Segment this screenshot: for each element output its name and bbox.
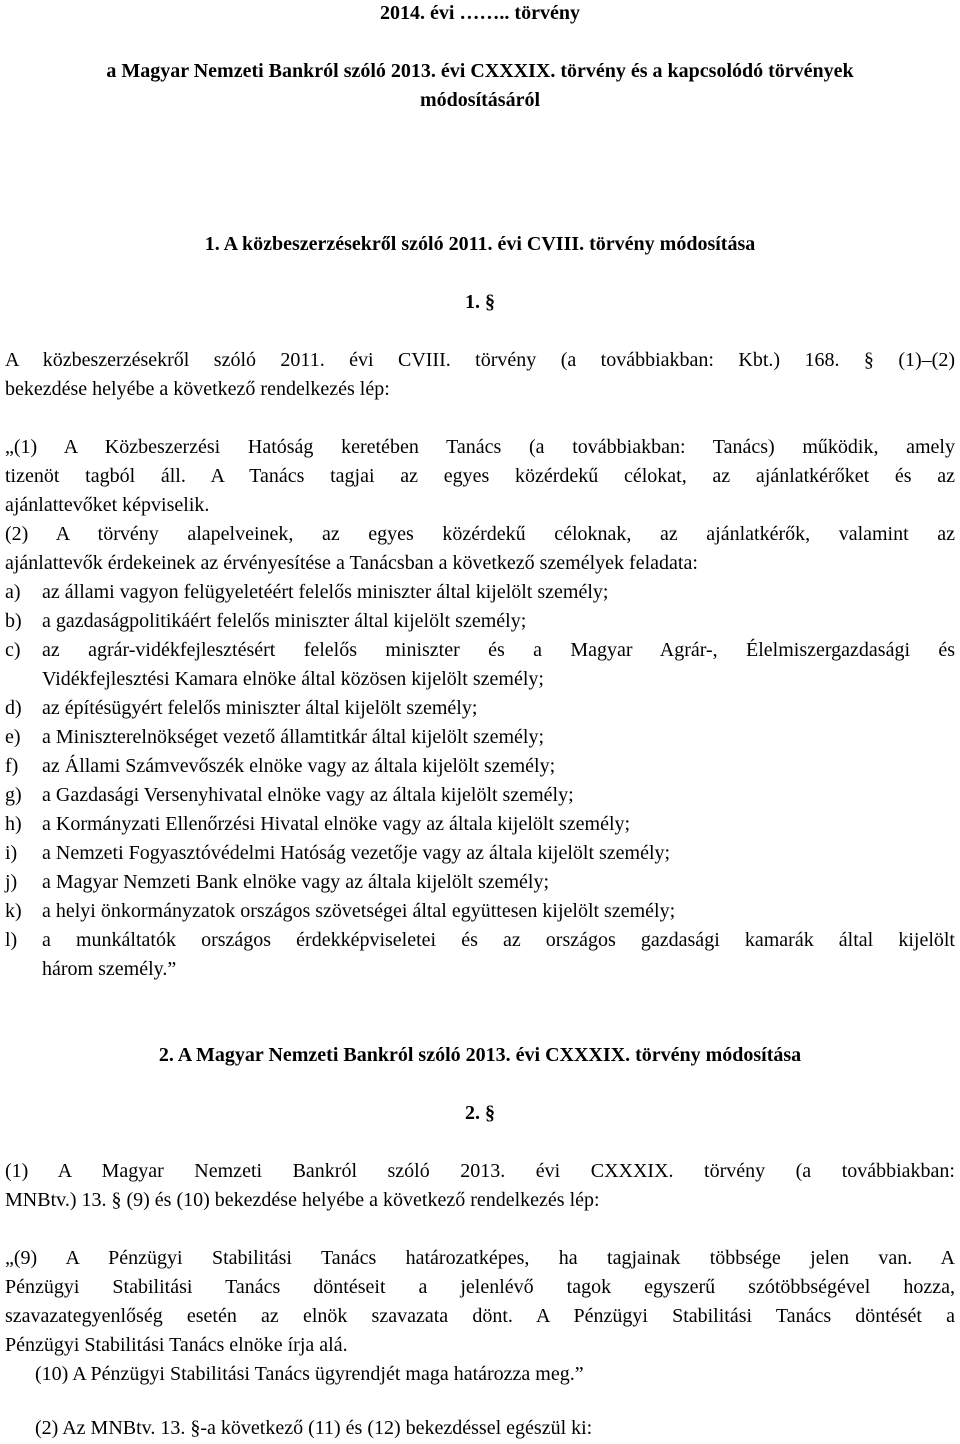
list-item-label: a) [5,581,21,603]
part2-intro-cont: MNBtv.) 13. § (9) és (10) bekezdése helyébe a következő rendelkezés lép: [5,1189,600,1211]
part1-heading: 1. A közbeszerzésekről szóló 2011. évi CVIII. törvény módosítása [204,233,756,255]
list-item-label: c) [5,639,21,661]
part1-intro: A közbeszerzésekről szóló 2011. évi CVIII. törvény (a továbbiakban: Kbt.) 168. § (1)–(2) [5,349,955,371]
list-item-label: g) [5,784,22,806]
list-item-label: e) [5,726,21,748]
list-item-text: a Miniszterelnökséget vezető államtitkár által kijelölt személy; [42,726,545,748]
list-item-label: h) [5,813,22,835]
part2-section-number: 2. § [465,1102,495,1124]
part1-paragraph-2: (2) A törvény alapelveinek, az egyes közérdekű céloknak, az ajánlatkérők, valamint az [5,523,955,545]
document-subtitle: a Magyar Nemzeti Bankról szóló 2013. évi CXXXIX. törvény és a kapcsolódó törvények [106,60,854,82]
list-item-label: k) [5,900,22,922]
list-item-label: j) [5,871,18,893]
part2-paragraph-9-cont: Pénzügyi Stabilitási Tanács döntéseit a jelenlévő tagok egyszerű szótöbbségével hozza, [5,1276,955,1298]
list-item-text: a Kormányzati Ellenőrzési Hivatal elnöke vagy az általa kijelölt személy; [42,813,631,835]
list-item-text: a Gazdasági Versenyhivatal elnöke vagy az általa kijelölt személy; [42,784,574,806]
part1-paragraph-1: „(1) A Közbeszerzési Hatóság keretében Tanács (a továbbiakban: Tanács) működik, amely [5,436,955,458]
part1-intro-cont: bekezdése helyébe a következő rendelkezés lép: [5,378,390,400]
part1-section-number: 1. § [465,291,495,313]
list-item-text: Vidékfejlesztési Kamara elnöke által közösen kijelölt személy; [42,668,544,690]
part2-paragraph-9: „(9) A Pénzügyi Stabilitási Tanács határozatképes, ha tagjainak többsége jelen van. A [5,1247,955,1269]
list-item-text: az építésügyért felelős miniszter által kijelölt személy; [42,697,478,719]
part2-paragraph-10: (10) A Pénzügyi Stabilitási Tanács ügyrendjét maga határozza meg.” [35,1363,584,1385]
list-item-label: d) [5,697,22,719]
part2-paragraph-9-end: Pénzügyi Stabilitási Tanács elnöke írja alá. [5,1334,348,1356]
part2-amendment-2: (2) Az MNBtv. 13. §-a következő (11) és (12) bekezdéssel egészül ki: [35,1417,593,1439]
list-item-text: az Állami Számvevőszék elnöke vagy az általa kijelölt személy; [42,755,556,777]
part1-paragraph-2-cont: ajánlattevők érdekeinek az érvényesítése a Tanácsban a következő személyek feladata: [5,552,698,574]
list-item-label: l) [5,929,18,951]
list-item-text: a Nemzeti Fogyasztóvédelmi Hatóság vezetője vagy az általa kijelölt személy; [42,842,671,864]
part2-heading: 2. A Magyar Nemzeti Bankról szóló 2013. évi CXXXIX. törvény módosítása [158,1044,802,1066]
list-item-text: az állami vagyon felügyeletéért felelős miniszter által kijelölt személy; [42,581,609,603]
list-item-text: a Magyar Nemzeti Bank elnöke vagy az általa kijelölt személy; [42,871,550,893]
part1-paragraph-1-end: ajánlattevőket képviselik. [5,494,210,516]
list-item-text: a gazdaságpolitikáért felelős miniszter által kijelölt személy; [42,610,527,632]
part2-intro: (1) A Magyar Nemzeti Bankról szóló 2013. évi CXXXIX. törvény (a továbbiakban: [5,1160,955,1182]
list-item-label: b) [5,610,22,632]
list-item-label: i) [5,842,18,864]
list-item-text: a munkáltatók országos érdekképviseletei és az országos gazdasági kamarák által kijelölt [42,929,955,951]
document-subtitle-cont: módosításáról [420,89,540,111]
list-item-text: három személy.” [42,958,177,980]
document-title: 2014. évi …….. törvény [380,2,580,24]
part2-paragraph-9-cont2: szavazategyenlőség esetén az elnök szavazata dönt. A Pénzügyi Stabilitási Tanács döntését a [5,1305,955,1327]
part1-paragraph-1-cont: tizenöt tagból áll. A Tanács tagjai az egyes közérdekű célokat, az ajánlatkérőket és az [5,465,955,487]
list-item-text: a helyi önkormányzatok országos szövetségei által együttesen kijelölt személy; [42,900,676,922]
list-item-text: az agrár-vidékfejlesztésért felelős miniszter és a Magyar Agrár-, Élelmiszergazdasági és [42,639,955,661]
list-item-label: f) [5,755,19,777]
